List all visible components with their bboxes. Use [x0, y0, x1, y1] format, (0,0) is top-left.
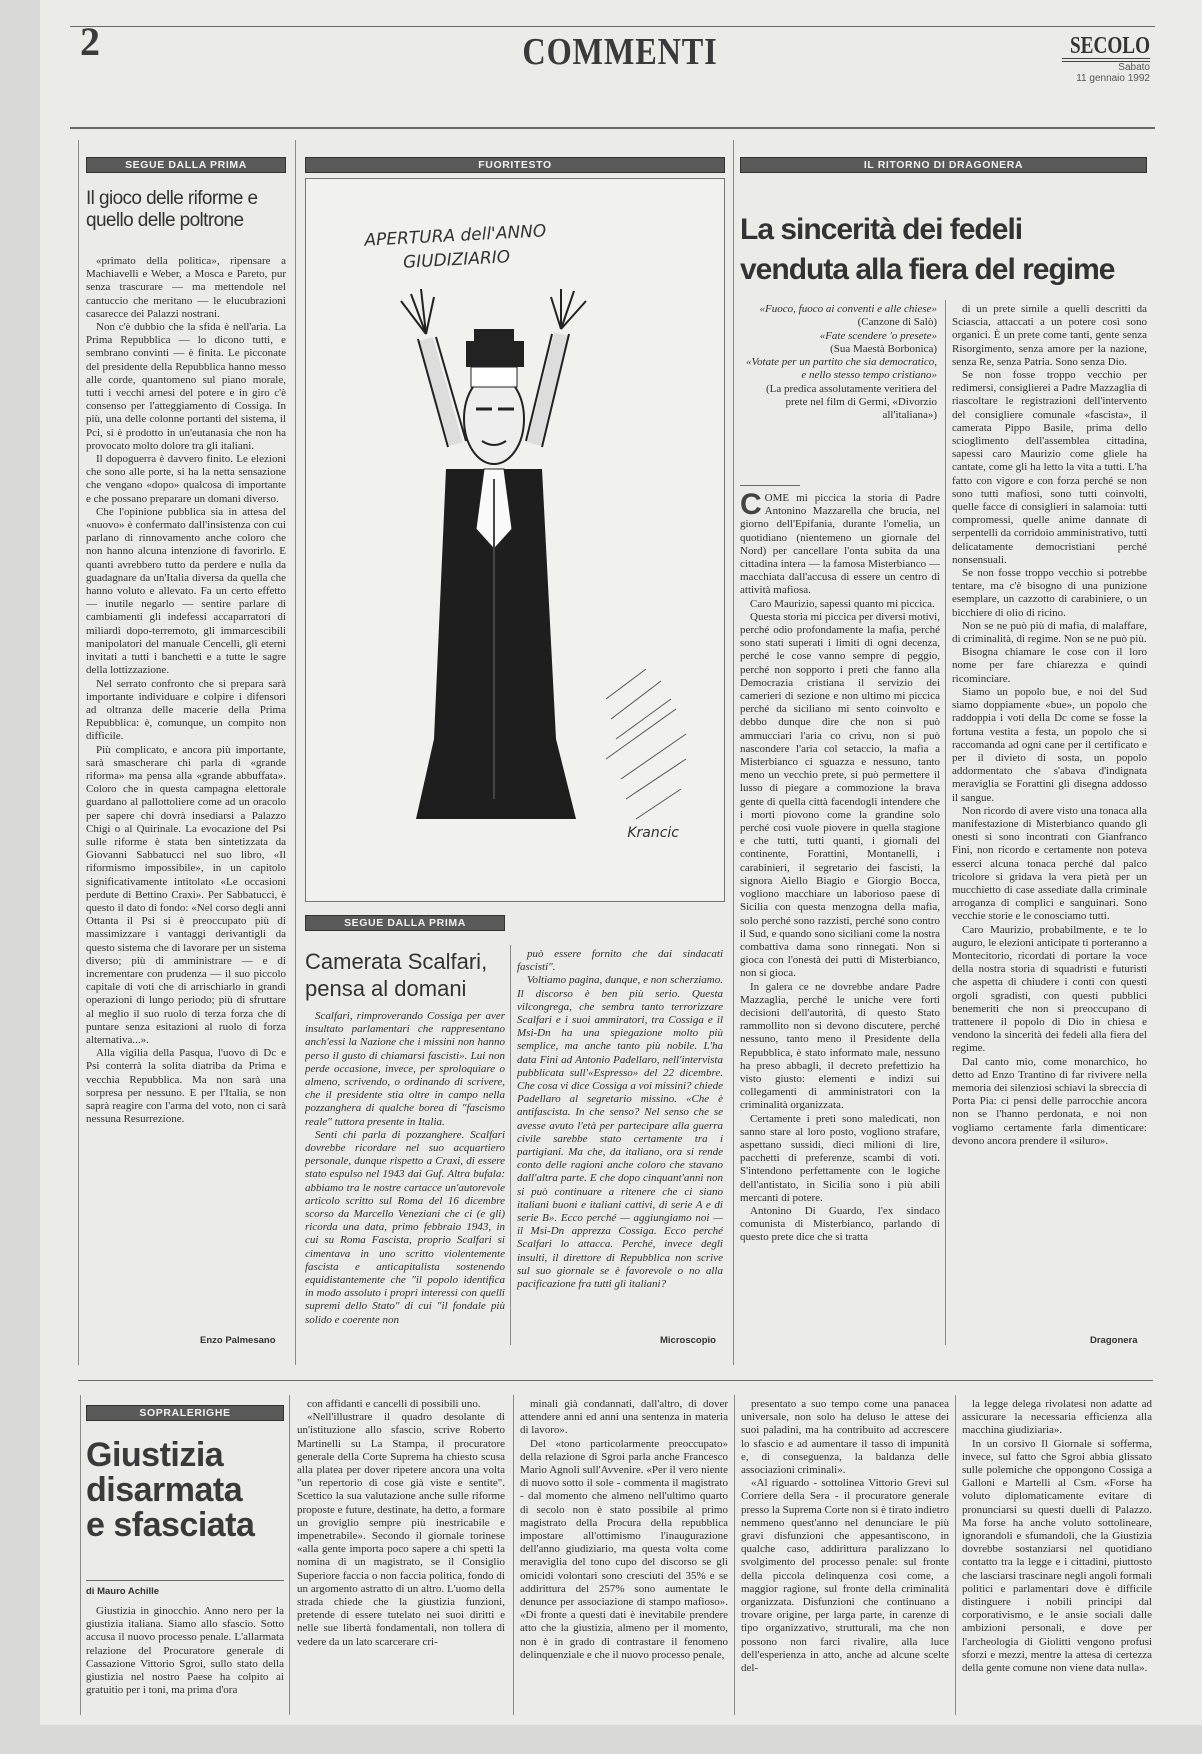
- paragraph: Bisogna chiamare le cose con il loro nome per fare chiarezza e quindi ricominciare.: [952, 646, 1147, 685]
- paragraph: OME mi piccica la storia di Padre Antonino Mazzarella che brucia, nel giorno dell'Epifania, durante l'omelia, un quotidiano (nientemeno un giornale del Nord) per cancellare l'onta subìta da una cittadina intera — la famosa Misterbianco — macchiata dall'accusa di essere un centro di attività mafiosa.: [740, 492, 940, 597]
- epigraph-source: (La predica assolutamente veritiera del prete nel film di Germi, «Divorzio all'italiana»): [765, 382, 937, 422]
- kicker-fuoritesto: FUORITESTO: [305, 157, 725, 173]
- headline-line: Giustizia: [86, 1436, 224, 1474]
- kicker-segue: SEGUE DALLA PRIMA: [86, 157, 286, 173]
- column-divider: [734, 1395, 735, 1715]
- headline-line: disarmata: [86, 1471, 243, 1509]
- headline-line: e sfasciata: [86, 1506, 255, 1544]
- byline-rule: [86, 1580, 284, 1581]
- logo-text: SECOLO: [1062, 34, 1150, 62]
- paragraph: Nel serrato confronto che si prepara sarà importante individuare e colpire i difensori ad oltranza delle macerie della Prima Repubblica: è, comunque, un compito non difficile.: [86, 677, 286, 743]
- masthead-rule: [70, 127, 1155, 129]
- kicker-dragonera: IL RITORNO DI DRAGONERA: [740, 157, 1147, 173]
- paragraph: Il dopoguerra è davvero finito. Le elezioni che sono alle porte, si ha la netta sensazione che vengano «dopo» qualcosa di importante e che possano preparare un domani diverso.: [86, 453, 286, 505]
- paragraph: Caro Maurizio, sapessi quanto mi piccica.: [750, 597, 935, 610]
- center-article-col2: [517, 948, 723, 1328]
- epigraph: [745, 303, 937, 423]
- paragraph: Voltiamo pagina, dunque, e non scherziamo. Il discorso è ben più serio. Questa vilcongrega, che sembra tanto terrorizzare Scalfari e i suoi ammiratori, tra Cossiga e il Msi-Dn ha una spiegazione molto più semplice, ma anche tanto più nobile. L'ha data Fini ad Antonio Padellaro, nell'intervista pubblicata sull'«Espresso» del 22 dicembre. Che cosa vi dice Cossiga a voi missini? chiede Padellaro al segretario missino. «Che è antifascista. In che senso? Nel senso che se avesse avuto l'età per partecipare alla guerra civile sarebbe stato certamente tra i partigiani. Ma che, da italiano, ora si rende conto delle ragioni anche coloro che stavano dall'altra parte. E che dopo cinquant'anni non si può continuare a ritenere che ci siano italiani buoni e italiani cattivi, di serie A e di serie B». Ecco perché — aggiungiamo noi — il Msi-Dn apprezza Cossiga. Ecco perché Scalfari lo attacca. Perché, invece degli insulti, il direttore di Repubblica non scrive sul suo giornale se è favorevole o no alla pacificazione fra tutti gli italiani?: [517, 974, 723, 1291]
- paragraph: Se non fosse troppo vecchio per redimersi, consiglierei a Padre Mazzaglia di riascoltare le registrazioni dell'intervento del consigliere comunale «fascista», il camerata Pippo Basile, prima dello scioglimento dell'assemblea cittadina, sapessi caro Maurizio come gliele ha cantate, come gli ha letto la vita a tutti. L'ha fatto con vigore e con forza perché se non sono tutti mafiosi, sono tutti coinvolti, quelle facce di consiglieri in salamoia: tutti compromessi, quelle anime dannate di serpentelli da corridoio amministrativo, tutti delicatamente democristiani perché nonsensuali.: [952, 369, 1147, 566]
- paragraph: In galera ce ne dovrebbe andare Padre Mazzaglia, perché le uniche vere forti decisioni dell'autorità, di questo Stato rammollito non si devono discutere, perché nessuno, tanto meno il Presidente della Repubblica, è stato informato male, nessuno ha preso abbagli, il decreto prefettizio ha visto giusto: elementi e indizi sui collegamenti di amministratori con la criminalità organizzata.: [740, 980, 940, 1112]
- paragraph: «Al riguardo - sottolinea Vittorio Grevi sul Corriere della Sera - il procuratore generale presso la Suprema Corte non si è tirato indietro nemmeno quest'anno nel denunciare le più gravi disfunzioni che appesantiscono, in qualche caso, addirittura paralizzano lo svolgimento del processo penale: sul fronte della piccola delinquenza così come, a maggior ragione, sul fronte della criminalità organizzata. Disfunzioni che continuano a trovare origine, per larga parte, in carenze di tipo organizzativo, strutturali, ma che non possono non farci rivalire, alla luce dell'esperienza in atto, anche ad alcune scelte del-: [741, 1477, 949, 1675]
- epigraph-quote: «Votate per un partito che sia democratico, e nello stesso tempo cristiano»: [746, 356, 937, 382]
- headline-line: Camerata Scalfari,: [305, 949, 488, 974]
- section-title: COMMENTI: [522, 31, 718, 73]
- column-divider: [78, 140, 79, 1365]
- issue-date: 11 gennaio 1992: [1076, 73, 1150, 84]
- epigraph-quote: «Fate scendere 'o presete»: [819, 329, 937, 342]
- column-divider: [295, 140, 296, 1365]
- section-rule: [78, 1380, 1153, 1381]
- paragraph: Del «tono particolarmente preoccupato» della relazione di Sgroi parla anche Francesco Mario Agnoli sull'Avvenire. «Per il vero niente di nuovo sotto il sole - commenta il magistrato - dal momento che almeno nell'ultimo quarto di secolo non è stato possibile al primo magistrato della Procura della repubblica impostare all'ottimismo l'inaugurazione dell'anno giudiziario, ma questa volta come meraviglia del tono cupo del discorso se gli omicidi volontari sono cresciuti del 35% e se addirittura del 257% sono aumentate le denunce per associazione di stampo mafioso». «Di fronte a questi dati è inevitabile prendere atto che la giustizia, almeno per il momento, non è in grado di contrastare il fenomeno delinquenziale e che il nuovo processo penale,: [520, 1437, 728, 1661]
- paragraph: «Nell'illustrare il quadro desolante di un'istituzione allo sfascio, scrive Roberto Martinelli su La Stampa, il procuratore generale della Corte Suprema ha chiesto scusa alla platea per dover ripetere ancora una volta "un repertorio di cose già viste e sentite". Scettico la sua valutazione anche sulle riforme proposte e future, destinate, ha detto, a formare un groviglio sempre più inestricabile e impenetrabile». Secondo il giornale torinese «alla gente importa poco sapere a chi spetti la nomina di un magistrato, se il Consiglio Superiore faccia o non faccia politica, fondo di un argomento astratto di un altro. L'uomo della strada chiede che la giustizia funzioni, pretende di essere tutelato nei suoi diritti e nelle sue libertà fondamentali, non tollera di vedere da un lato scarcerare cri-: [297, 1411, 505, 1648]
- bottom-headline: [86, 1438, 291, 1543]
- headline-line: venduta alla fiera del regime: [740, 253, 1115, 286]
- left-hand: [401, 289, 434, 334]
- right-col1-paragraphs: [740, 492, 940, 1245]
- issue-day: Sabato: [1118, 62, 1150, 73]
- right-article-col2: [952, 303, 1147, 1330]
- paragraph: Caro Maurizio, probabilmente, e te lo auguro, le elezioni anticipate ti porteranno a Montecitorio, ricordati di portare la voce della nostra storia di squadristi e futuristi che aspetta di chiudere i conti con questi orgoli sgradisti, con questi pubblici benemeriti che non si preoccupano di trattenere il popolo di Dio in chiesa e vendono la sincerità dei fedeli alla fiera del regime.: [952, 923, 1147, 1055]
- headline-line: La sincerità dei fedeli: [740, 213, 1023, 246]
- cartoon-caption-line: APERTURA dell'ANNO: [364, 221, 547, 251]
- center-byline: Microscopio: [660, 1335, 716, 1346]
- paragraph: Più complicato, e ancora più importante, sarà smascherare chi parla di «grande riforma» ma pensa alla «grande abbuffata». Coloro che in questa campagna elettorale guardano al pallottoliere come ad un oracolo per sapere chi dovrà insediarsi a Palazzo Chigi o al Quirinale. La evocazione del Psi sulle riforme è stata ben sintetizzata da Giovanni Sabbatucci nel suo libro, «Il riformismo impossibile», in un capitolo significativamente intitolato «Le occasioni perdute di Bettino Craxi». Per Sabbatucci, è questo il dato di fondo: «Nel corso degli anni Ottanta il Psi si è preoccupato più di massimizzare i vantaggi derivantigli da questo sistema che di lavorare per un sistema diverso; più di amministrare — e di incrementare con prudenza — il suo piccolo capitale di voti che di arrischiarlo in grandi operazioni di lungo periodo; più di sfruttare al meglio il suo ruolo di terza forza che di puntare senza esitazioni al ruolo di forza alternativa...».: [86, 743, 286, 1046]
- bottom-byline: di Mauro Achille: [86, 1586, 160, 1597]
- paragraph: Scalfari, rimproverando Cossiga per aver insultato parlamentari che rappresentano anch'essi la Nazione che i missini non hanno perso il gusto di chiamarsi fascisti». Lui non perde occasione, invece, per sproloquiare o almeno, scrivendo, o ordinando di scrivere, che il presidente stia oltre in campo nella pozzanghera di qualche borea di "fascismo reale" tuttora presente in Italia.: [305, 1010, 505, 1128]
- kicker-segue: SEGUE DALLA PRIMA: [305, 915, 505, 931]
- right-article-col1: [740, 492, 940, 1330]
- paragraph: «primato della politica», ripensare a Machiavelli e Weber, a Mosca e Pareto, pur senza trascurare — ma mettendole nel cantuccio che meritano — le elucubrazioni casarecce dei Palazzi nostrani.: [86, 255, 286, 320]
- paragraph: Antonino Di Guardo, l'ex sindaco comunista di Misterbianco, parlando di questo prete dice che si tratta: [740, 1204, 940, 1244]
- column-divider: [945, 300, 946, 1345]
- paragraph: Giustizia in ginocchio. Anno nero per la giustizia italiana. Siamo allo sfascio. Sotto accusa il nuovo processo penale. L'allarmata relazione del Procuratore generale di Cassazione Vittorio Sgroi, sullo stato della giustizia nel nostro Paese ha colpito ai gratuitio per i toni, ma prima d'ora: [86, 1605, 284, 1697]
- right-headline: [740, 210, 1150, 290]
- cartoon-caption-line: GIUDIZIARIO: [402, 247, 511, 273]
- paragraph: presentato a suo tempo come una panacea universale, non solo ha deluso le attese dei suoi paladini, ma ha contribuito ad accrescere lo sfascio e ad aumentare il tasso di impunità e, di conseguenza, la baldanza delle associazioni criminali».: [741, 1398, 949, 1477]
- bottom-col1: [297, 1398, 505, 1714]
- page-number: 2: [80, 19, 100, 64]
- paragraph: Non se ne può più di mafia, di malaffare, di criminalità, di regime. Non se ne può più.: [952, 619, 1147, 646]
- epigraph-source: (Sua Maestà Borbonica): [830, 342, 937, 355]
- paragraph: Alla vigilia della Pasqua, l'uovo di Dc e Psi conterrà la solita diatriba da Prima e vecchia Repubblica. Ma non sarà una sorpresa per nessuno. E per l'Italia, se non saprà reagire con l'arma del voto, non ci sarà nessuna Resurrezione.: [86, 1047, 286, 1126]
- kicker-sopralerighe: SOPRALERIGHE: [86, 1405, 284, 1421]
- hat-band: [471, 367, 517, 387]
- epigraph-quote: «Fuoco, fuoco ai conventi e alle chiese»: [759, 303, 937, 315]
- paragraph: Non ricordo di avere visto una tonaca alla manifestazione di Misterbianco quando gli onesti si sono incontrati con Gianfranco Fini, non ricordo e certamente non poteva esserci alcuna tonaca perché dal palco tricolore si gridava la vera pietà per un mucchietto di case assediate dalla criminale arroganza di complici e sanguinari. Sono vecchie storie e le conosciamo tutti.: [952, 804, 1147, 923]
- bottom-col3: [741, 1398, 949, 1714]
- paragraph: Dal canto mio, come monarchico, ho detto ad Enzo Trantino di far rivivere nella memoria dei silenziosi schiavi la sbreccia di Porta Pia: ci pensi delle parrocchie ancora non se l'hanno perdonata, e noi non vogliamo certamente farla dimenticare: devono ancora prendere il «siluro».: [952, 1055, 1147, 1147]
- paragraph: Senti chi parla di pozzanghere. Scalfari dovrebbe ricordare nel suo acquartiero personale, dunque rispetto a Craxi, di essere stato espulso nel 1943 dai Guf. Altra bufala: abbiamo tra le nostre cartacce un'autorevole articolo scritto sul Roma del 16 dicembre scorso da Marcello Veneziani che ci (e gli) ricorda una data, primo febbraio 1943, in cui su Roma Fascista, proprio Scalfari si cimentava in uno scritto violentemente fascista e anticapitalista sostenendo equidistantemente che "il popolo identifica in modo assoluto i propri interessi con quelli supremi dello Stato" di cui "il fondale più solido e coerente non: [305, 1128, 505, 1326]
- newspaper-logo: [1040, 34, 1150, 84]
- cartoon-signature: Krancic: [627, 825, 679, 841]
- bottom-col4: [962, 1398, 1152, 1714]
- left-byline: Enzo Palmesano: [200, 1335, 276, 1346]
- top-rule: [70, 26, 1155, 27]
- epigraph-source: (Canzone di Salò): [857, 316, 937, 329]
- column-divider: [510, 945, 511, 1345]
- right-hand: [551, 289, 586, 329]
- left-headline: Il gioco delle riforme e quello delle poltrone: [86, 188, 258, 231]
- paragraph: Che l'opinione pubblica sia in attesa del «nuovo» è confermato dall'insistenza con cui parlano di rinnovamento anche coloro che non hanno alcuna intenzione di favorirlo. E quanti avrebbero tutto da perdere e nulla da guadagnare da un'Italia diversa da quella che hanno voluto e allevato. Fa un certo effetto — inutile negarlo — sentire parlare di cambiamenti gli indefessi accaparratori di miliardi dopo-terremoto, gli immarcescibili manipolatori del manuale Cencelli, gli eterni invitati a tutti i banchetti e a tutte le sagre della lottizzazione.: [86, 505, 286, 677]
- bottom-col2: [520, 1398, 728, 1714]
- judge-illustration: [306, 179, 724, 901]
- center-article-col1: [305, 1010, 505, 1328]
- paragraph: con affidanti e cancelli di possibili uno.: [307, 1398, 481, 1410]
- paragraph: può essere fornito che dai sindacati fascisti".: [517, 948, 723, 974]
- column-divider: [513, 1395, 514, 1715]
- short-rule: [740, 485, 800, 486]
- column-divider: [955, 1395, 956, 1715]
- paragraph: Siamo un popolo bue, e noi del Sud siamo doppiamente «bue», un popolo che raddoppia i voti della Dc come se fosse la fortuna vestita a festa, un popolo che si raccomanda ad ogni cane per il certificato e per il divieto di sosta, un popolo addormentato che s'abava d'indignata meraviglia se Forattini gli disegna addosso il sangue.: [952, 685, 1147, 804]
- paragraph: Non c'è dubbio che la sfida è nell'aria. La Prima Repubblica — lo dicono tutti, e sembrano convinti — è finita. Le picconate del presidente della Repubblica hanno messo alle corde, quantomeno sul piano morale, tutti i vecchi arnesi del potere e in giro c'è consenso per l'atteggiamento di Cossiga. In più, una delle colonne portanti del sistema, il Pci, si è prodotto in un'eutanasia che non ha provocato molto dolore tra gli italiani.: [86, 321, 286, 452]
- bottom-lead: [86, 1605, 284, 1711]
- center-headline: [305, 948, 510, 1002]
- paragraph: minali già condannati, dall'altro, di dover attendere anni ed anni una sentenza in materia di lavoro».: [520, 1398, 728, 1437]
- drop-cap: C: [740, 492, 762, 521]
- headline-line: pensa al domani: [305, 976, 467, 1001]
- paragraph: la legge delega rivolatesi non adatte ad assicurare la necessaria efficienza alla macchina giudiziaria».: [962, 1398, 1152, 1437]
- paragraph: Se non fosse troppo vecchio si potrebbe tentare, ma c'è bisogno di una punizione esemplare, un cazzotto di carabiniere, o un bicchiere di olio di ricino.: [952, 567, 1147, 619]
- left-article-body: [86, 255, 286, 1333]
- paragraph: Certamente i preti sono maledicati, non sanno stare al loro posto, vogliono strafare, aspettano sussidi, dieci milioni di lire, pacchetti di preferenze, scambi di voti. S'intendono perfettamente con le logiche dell'antistato, in Sicilia sono i più abili mercanti di potere.: [740, 1112, 940, 1204]
- right-byline: Dragonera: [1090, 1335, 1138, 1346]
- cartoon-panel: [305, 178, 725, 902]
- paragraph: Questa storia mi piccica per diversi motivi, perché odio profondamente la mafia, perché sono stati superati i limiti di ogni decenza, perché le cose vanno sempre di peggio, perché non sopporto i preti che fanno alla Democrazia cristiana il servizio dei camerieri di sezione e non ultimo mi piccica perché da siciliano mi sento coinvolto e debbo dunque dire che non si può ammucciari l'aria co crivu, non si può nascondere l'aria col setaccio, la mafia a Misterbianco ci sguazza e nessuno, tanto meno un vecchio prete, si può permettere il lusso di piegare a commozione la brava gente di quella città facendogli intendere che i morti piovono come la grandine solo perché così vuole piovere in quella stagione e che tutti, tutti quanti, i giornali del continente, Forattini, Montanelli, i carabinieri, il segretario dei fascisti, la signora Aiello Biagio e Giorgio Bocca, vogliono macchiare un laborioso paese di Sicilia con questa menzogna della mafia, solo perché sono razzisti, perché sono contro il Sud, e quando sono siciliani come la nostra combattiva dama sono rinnegati. Non si gioca con l'onestà dei putti di Misterbianco, non si gioca.: [740, 610, 940, 980]
- paragraph: In un corsivo Il Giornale si sofferma, invece, sul fatto che Sgroi abbia glissato sulle polemiche che oppongono Cossiga a Galloni e Martelli al Csm. «Forse ha voluto diplomaticamente evitare di pronunciarsi su questi duelli di Palazzo. Ma forse ha anche voluto sottolineare, ignorandoli e sfumandoli, che la Giustizia dovrebbe sostanziarsi nel quotidiano contatto tra la legge e i cittadini, piuttosto che lasciarsi trascinare negli angoli formali politici e parlamentari dove è difficile distinguere i nobili principi dal corporativismo, e le ansie sociali dalle ambizioni personali, e dove per l'archeologia di Giolitti vengono profusi sforzi e mezzi, mentre la attesa di certezza della gente comune non viene data nulla».: [962, 1437, 1152, 1675]
- paragraph: di un prete simile a quelli descritti da Sciascia, attaccati a un potere così sono organici. È un prete come tanti, gente senza Risorgimento, senza amore per la nazione, senza Re, senza Patria. Sono senza Dio.: [952, 303, 1147, 368]
- column-divider: [733, 140, 734, 1365]
